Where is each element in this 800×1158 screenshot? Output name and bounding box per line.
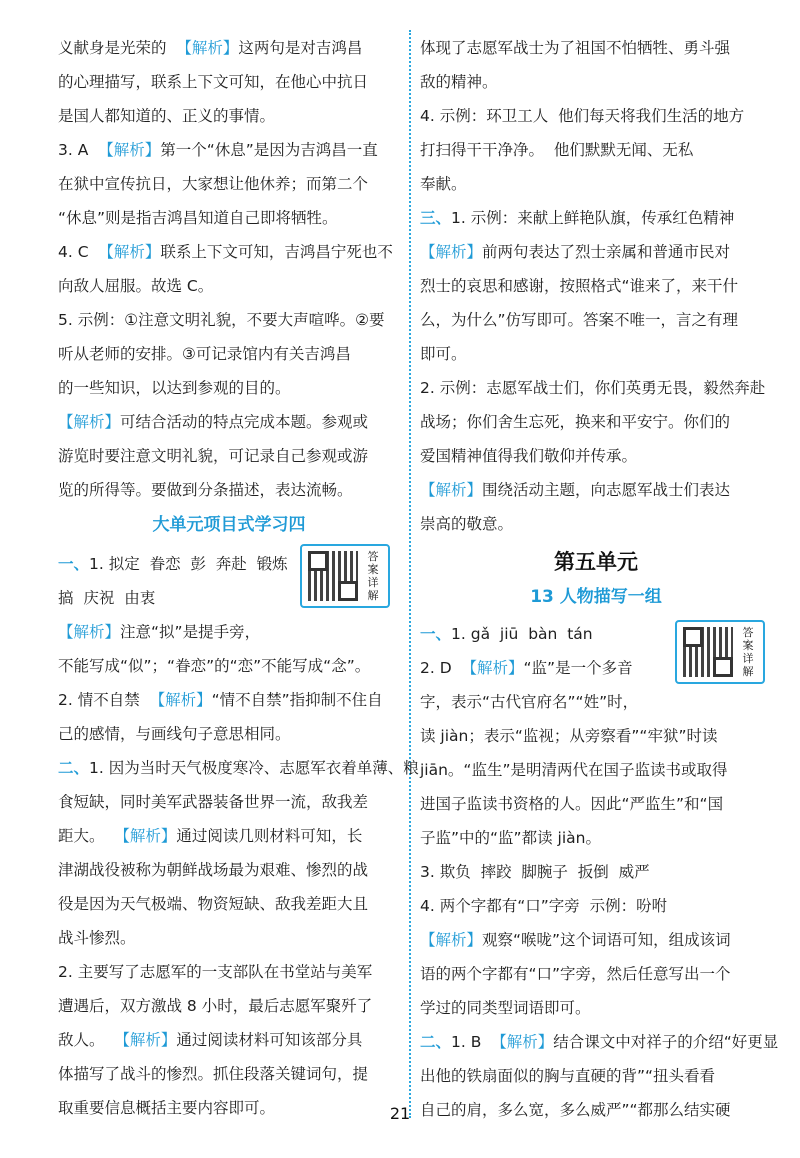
left-text-line: 遭遇后，双方激战 8 小时，最后志愿军聚歼了 xyxy=(58,997,373,1015)
qr-code-icon xyxy=(308,551,358,601)
lesson-heading: 13 人物描写一组 xyxy=(530,587,662,607)
right-text-line: 爱国精神值得我们敬仰并传承。 xyxy=(420,447,638,465)
page-number: 21 xyxy=(389,1104,411,1123)
left-text-line: 食短缺，同时美军武器装备世界一流，敌我差 xyxy=(58,793,369,811)
right-text-line: 【解析】围绕活动主题，向志愿军战士们表达 xyxy=(420,481,731,499)
left-text-line: 二、1. 因为当时天气极度寒冷、志愿军衣着单薄、粮 xyxy=(58,759,419,777)
right-text-line: 烈士的哀思和感谢，按照格式“谁来了，来干什 xyxy=(420,277,739,295)
right-text-line: 三、1. 示例：来献上鲜艳队旗，传承红色精神 xyxy=(420,209,735,227)
left-text-line: 【解析】注意“拟”是提手旁， xyxy=(58,623,261,641)
left-text-line: 义献身是光荣的 【解析】这两句是对吉鸿昌 xyxy=(58,39,363,57)
right-text-line: 读 jiàn；表示“监视；从旁察看”“牢狱”时读 xyxy=(420,727,718,745)
right-text-line: 敌的精神。 xyxy=(420,73,498,91)
right-text-line: jiān。“监生”是明清两代在国子监读书或取得 xyxy=(420,761,728,779)
left-text-line: 取重要信息概括主要内容即可。 xyxy=(58,1099,276,1117)
left-text-line: 役是因为天气极端、物资短缺、敌我差距大且 xyxy=(58,895,369,913)
unit5-heading: 第五单元 xyxy=(554,550,638,574)
right-text-line: 2. D 【解析】“监”是一个多音 xyxy=(420,659,633,677)
right-text-line: 自己的肩，多么宽，多么威严”“都那么结实硬 xyxy=(420,1101,731,1119)
right-text-line: 【解析】观察“喉咙”这个词语可知，组成该词 xyxy=(420,931,731,949)
right-text-line: 语的两个字都有“口”字旁，然后任意写出一个 xyxy=(420,965,731,983)
left-text-line: 敌人。 【解析】通过阅读材料可知该部分具 xyxy=(58,1031,363,1049)
right-text-line: 4. 两个字都有“口”字旁 示例：吩咐 xyxy=(420,897,668,915)
right-text-line: 4. 示例：环卫工人 他们每天将我们生活的地方 xyxy=(420,107,745,125)
left-text-line: 不能写成“似”；“眷恋”的“恋”不能写成“念”。 xyxy=(58,657,371,675)
right-text-line: 3. 欺负 摔跤 脚腕子 扳倒 威严 xyxy=(420,863,650,881)
right-text-line: 【解析】前两句表达了烈士亲属和普通市民对 xyxy=(420,243,731,261)
left-text-line: 2. 主要写了志愿军的一支部队在书堂站与美军 xyxy=(58,963,373,981)
right-text-line: 体现了志愿军战士为了祖国不怕牺牲、勇斗强 xyxy=(420,39,731,57)
right-text-line: 出他的铁扇面似的胸与直硬的背”“扭头看看 xyxy=(420,1067,716,1085)
left-text-line: 游览时要注意文明礼貌，可记录自己参观或游 xyxy=(58,447,369,465)
right-text-line: 进国子监读书资格的人。因此“严监生”和“国 xyxy=(420,795,724,813)
left-text-line: 一、1. 拟定 眷恋 彭 奔赴 锻炼 xyxy=(58,555,288,573)
left-text-line: 览的所得等。要做到分条描述，表达流畅。 xyxy=(58,481,353,499)
left-text-line: 津湖战役被称为朝鲜战场最为艰难、惨烈的战 xyxy=(58,861,369,879)
left-text-line: 体描写了战斗的惨烈。抓住段落关键词句，提 xyxy=(58,1065,369,1083)
left-text-line: 的心理描写，联系上下文可知，在他心中抗日 xyxy=(58,73,369,91)
unit4-heading: 大单元项目式学习四 xyxy=(152,515,306,535)
right-text-line: 一、1. gǎ jiū bàn tán xyxy=(420,625,593,643)
qr-label: 答案详解 xyxy=(742,626,754,678)
right-text-line: 奉献。 xyxy=(420,175,467,193)
left-text-line: 4. C 【解析】联系上下文可知，吉鸿昌宁死也不 xyxy=(58,243,393,261)
left-text-line: 2. 情不自禁 【解析】“情不自禁”指抑制不住自 xyxy=(58,691,383,709)
left-text-line: 5. 示例：①注意文明礼貌，不要大声喧哗。②要 xyxy=(58,311,385,329)
qr-code-icon xyxy=(683,627,733,677)
left-text-line: 的一些知识，以达到参观的目的。 xyxy=(58,379,291,397)
left-text-line: 向敌人屈服。故选 C。 xyxy=(58,277,214,295)
right-text-line: 战场；你们舍生忘死，换来和平安宁。你们的 xyxy=(420,413,731,431)
left-text-line: “休息”则是指吉鸿昌知道自己即将牺牲。 xyxy=(58,209,338,227)
qr-code-answer-2[interactable] xyxy=(675,620,765,684)
right-text-line: 二、1. B 【解析】结合课文中对祥子的介绍“好更显 xyxy=(420,1033,779,1051)
left-text-line: 己的感情，与画线句子意思相同。 xyxy=(58,725,291,743)
left-text-line: 在狱中宣传抗日，大家想让他休养；而第二个 xyxy=(58,175,369,193)
left-text-line: 【解析】可结合活动的特点完成本题。参观或 xyxy=(58,413,369,431)
left-text-line: 是国人都知道的、正义的事情。 xyxy=(58,107,276,125)
right-text-line: 打扫得干干净净。 他们默默无闻、无私 xyxy=(420,141,694,159)
left-text-line: 3. A 【解析】第一个“休息”是因为吉鸿昌一直 xyxy=(58,141,378,159)
right-text-line: 崇高的敬意。 xyxy=(420,515,514,533)
right-text-line: 字，表示“古代官府名”“姓”时， xyxy=(420,693,639,711)
right-text-line: 子监”中的“监”都读 jiàn。 xyxy=(420,829,601,847)
left-text-line: 搞 庆祝 由衷 xyxy=(58,589,156,607)
column-divider xyxy=(409,30,411,1118)
left-text-line: 战斗惨烈。 xyxy=(58,929,136,947)
left-text-line: 距大。 【解析】通过阅读几则材料可知，长 xyxy=(58,827,363,845)
right-text-line: 2. 示例：志愿军战士们，你们英勇无畏，毅然奔赴 xyxy=(420,379,766,397)
right-text-line: 么，为什么”仿写即可。答案不唯一，言之有理 xyxy=(420,311,739,329)
left-text-line: 听从老师的安排。③可记录馆内有关吉鸿昌 xyxy=(58,345,351,363)
right-text-line: 即可。 xyxy=(420,345,467,363)
qr-label: 答案详解 xyxy=(367,550,379,602)
qr-code-answer[interactable] xyxy=(300,544,390,608)
right-text-line: 学过的同类型词语即可。 xyxy=(420,999,591,1017)
